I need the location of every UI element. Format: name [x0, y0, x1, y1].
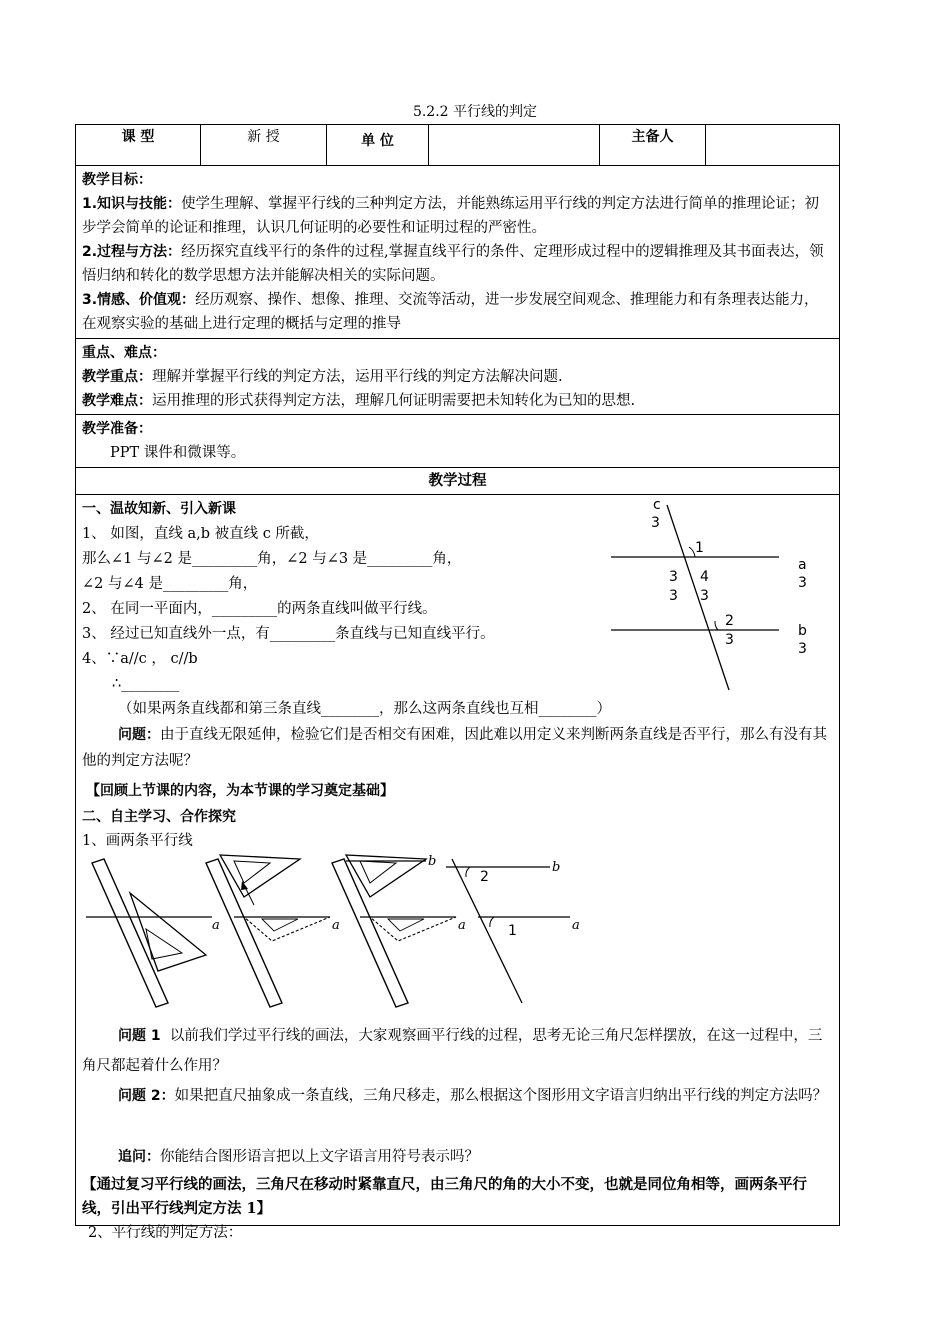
- process-title-row: [76, 468, 840, 495]
- label-b: b: [798, 623, 807, 639]
- key-focus: 教学重点：理解并掌握平行线的判定方法，运用平行线的判定方法解决问题.: [82, 369, 563, 385]
- set-square-3-ghost-inner: [388, 919, 424, 931]
- set-square-1: [130, 893, 206, 971]
- label-4b: 3: [700, 588, 709, 604]
- question-4-hint: （如果两条直线都和第三条直线________，那么这两条直线也互相________）: [118, 701, 611, 717]
- set-square-3-inner: [360, 861, 396, 883]
- angle-1-arc-4: [490, 917, 494, 927]
- ruler-3: [332, 859, 408, 1007]
- type-value: 新 授: [201, 125, 327, 166]
- fig2-label-a1: a: [212, 918, 220, 933]
- transversal-figure: [601, 497, 841, 707]
- question-3: 3、 经过已知直线外一点，有_________条直线与已知直线平行。: [82, 626, 495, 642]
- question-2: 2、 在同一平面内，_________的两条直线叫做平行线。: [82, 601, 437, 617]
- key-difficulty: 教学难点：运用推理的形式获得判定方法，理解几何证明需要把未知转化为已知的思想.: [82, 393, 636, 409]
- angle-2-arc-4: [466, 867, 470, 877]
- question-1c: ∠2 与∠4 是_________角，: [82, 576, 258, 592]
- label-3: 3: [669, 569, 678, 585]
- question-2-paragraph: 问题 2：如果把直尺抽象成一条直线，三角尺移走，那么根据这个图形用文字语言归纳出平行线的判定方法吗？: [118, 1088, 828, 1104]
- question-4-therefore: ∴________: [112, 676, 180, 692]
- question-1a: 1、 如图，直线 a,b 被直线 c 所截，: [82, 526, 319, 542]
- ruler-2: [206, 859, 282, 1007]
- label-3b: 3: [669, 588, 678, 604]
- label-a3: 3: [798, 575, 807, 591]
- note-1: 【回顾上节课的内容，为本节课的学习奠定基础】: [86, 783, 394, 799]
- step-1: [86, 859, 220, 1007]
- set-square-2-ghost-inner: [262, 919, 298, 931]
- label-a: a: [798, 557, 807, 573]
- prep-title: 教学准备：: [82, 421, 152, 437]
- label-4: 4: [700, 569, 709, 585]
- section-2-title: 二、自主学习、合作探究: [82, 809, 236, 825]
- label-b3: 3: [798, 641, 807, 657]
- fig2-label-a3: a: [458, 918, 466, 933]
- fig2-label-2: 2: [480, 869, 489, 885]
- process-cell: [76, 495, 840, 1241]
- draw-parallel-title: 1、画两条平行线: [82, 833, 193, 849]
- methods-title: 2、平行线的判定方法：: [88, 1225, 243, 1241]
- step-3: [332, 854, 466, 1007]
- ruler-1: [92, 859, 168, 1007]
- set-square-1-inner: [146, 929, 182, 959]
- label-1: 1: [695, 540, 704, 556]
- question-1b: 那么∠1 与∠2 是_________角，∠2 与∠3 是_________角，: [82, 551, 462, 567]
- label-2b: 3: [725, 632, 734, 648]
- question-4: 4、∵a//c ， c//b: [82, 651, 198, 667]
- draw-parallel-figure: [84, 853, 644, 1013]
- prep-row: [76, 415, 840, 468]
- label-c: c: [653, 497, 661, 513]
- fig2-label-1: 1: [508, 923, 517, 939]
- author-value: [706, 125, 840, 166]
- fig2-label-a4: a: [572, 918, 580, 933]
- problem-paragraph: 问题：由于直线无限延伸，检验它们是否相交有困难，因此难以用定义来判断两条直线是否平行，那么有没有其他的判定方法呢？: [82, 727, 827, 769]
- author-label: 主备人: [600, 125, 706, 166]
- unit-label: 单 位: [327, 125, 429, 166]
- goal-emotion: 3.情感、价值观：经历观察、操作、想像、推理、交流等活动，进一步发展空间观念、推理能力和有条理表达能力，在观察实验的基础上进行定理的概括与定理的推导: [82, 292, 819, 332]
- question-1-paragraph: 问题 1 以前我们学过平行线的画法，大家观察画平行线的过程，思考无论三角尺怎样摆放，在这一过程中，三角尺都起着什么作用？: [82, 1028, 823, 1074]
- process-title: 教学过程: [76, 468, 840, 495]
- unit-value: [429, 125, 600, 166]
- set-square-2-top-inner: [234, 861, 270, 883]
- goals-row: [76, 166, 840, 339]
- set-square-2-ghost: [244, 917, 330, 941]
- label-2: 2: [725, 613, 734, 629]
- type-label: 课 型: [76, 125, 201, 166]
- goals-title: 教学目标：: [82, 172, 152, 188]
- key-title: 重点、难点：: [82, 345, 166, 361]
- step-4: [446, 859, 580, 1003]
- process-row: [76, 495, 840, 1226]
- fig2-label-b4: b: [552, 860, 561, 875]
- lesson-plan-table: [75, 124, 840, 1241]
- goal-knowledge: 1.知识与技能：使学生理解、掌握平行线的三种判定方法，并能熟练运用平行线的判定方法进行简单的推理论证；初步学会简单的论证和推理，认识几何证明的必要性和证明过程的严密性。: [82, 196, 820, 236]
- goal-process: 2.过程与方法：经历探究直线平行的条件的过程,掌握直线平行的条件、定理形成过程中的逻辑推理及其书面表达，领悟归纳和转化的数学思想方法并能解决相关的实际问题。: [82, 244, 824, 284]
- step-2: [206, 855, 340, 1007]
- note-2: 【通过复习平行线的画法，三角尺在移动时紧靠直尺，由三角尺的角的大小不变，也就是同位角相等，画两条平行线，引出平行线判定方法 1】: [82, 1176, 807, 1217]
- fig2-label-b3: b: [428, 854, 437, 869]
- follow-up-question: 追问：你能结合图形语言把以上文字语言用符号表示吗？: [118, 1149, 479, 1165]
- prep-text: PPT 课件和微课等。: [110, 445, 246, 461]
- header-row: [76, 125, 840, 166]
- fig2-label-a2: a: [332, 918, 340, 933]
- key-points-row: [76, 339, 840, 415]
- angle-2-arc: [715, 621, 718, 630]
- label-c3: 3: [651, 515, 660, 531]
- document-title: 5.2.2 平行线的判定: [412, 104, 538, 120]
- set-square-3-ghost: [370, 917, 456, 941]
- section-1-title: 一、温故知新、引入新课: [82, 501, 236, 517]
